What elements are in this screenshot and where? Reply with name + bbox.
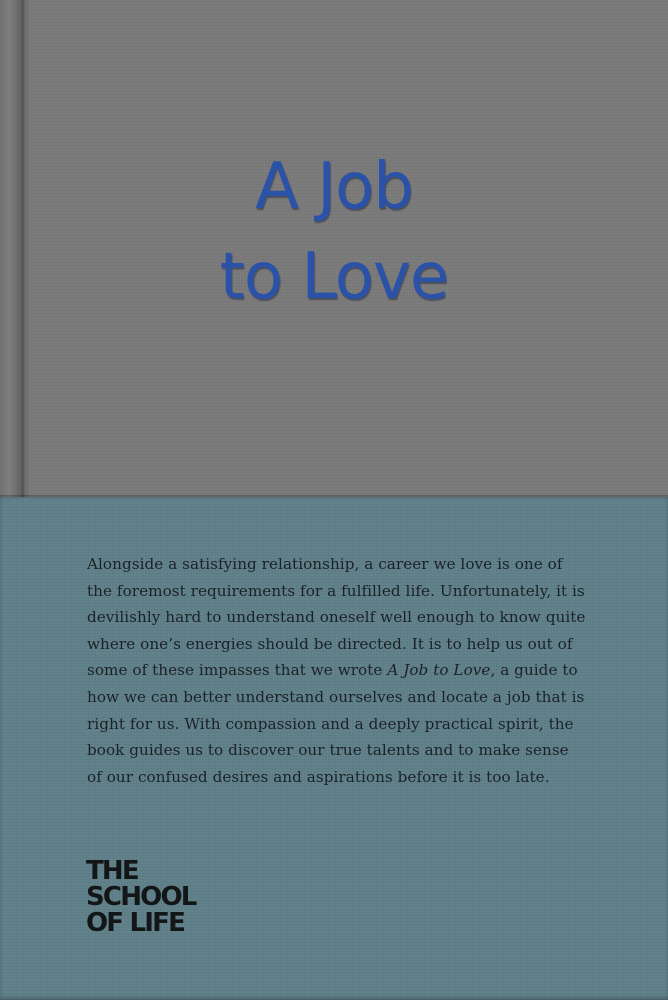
- publisher-logo-line2: SCHOOL: [86, 882, 196, 912]
- publisher-logo-line1: THE: [86, 856, 138, 886]
- book-title-line1: A Job: [255, 150, 413, 224]
- panel-divider: [0, 495, 668, 499]
- book-title: [0, 142, 668, 322]
- publisher-logo: [86, 858, 196, 936]
- book-blurb: [87, 551, 587, 790]
- publisher-logo-line3: OF LIFE: [86, 908, 185, 938]
- blurb-title-italic: A Job to Love: [387, 661, 491, 680]
- blurb-text-start: Alongside a satisfying relationship, a career we love is one of the foremost requirements for a fulfilled life. Unfortunately, it is devilishly hard to understand oneself well enough to know quite where one’s energies should be directed. It is to help us out of some of these impasses that we wrote: [87, 555, 586, 680]
- book-title-line2: to Love: [219, 240, 449, 314]
- blurb-text-end: , a guide to how we can better understand ourselves and locate a job that is right for us. With compassion and a deeply practical spirit, the book guides us to discover our true talents and to make sense of our confused desires and aspirations before it is too late.: [87, 661, 585, 786]
